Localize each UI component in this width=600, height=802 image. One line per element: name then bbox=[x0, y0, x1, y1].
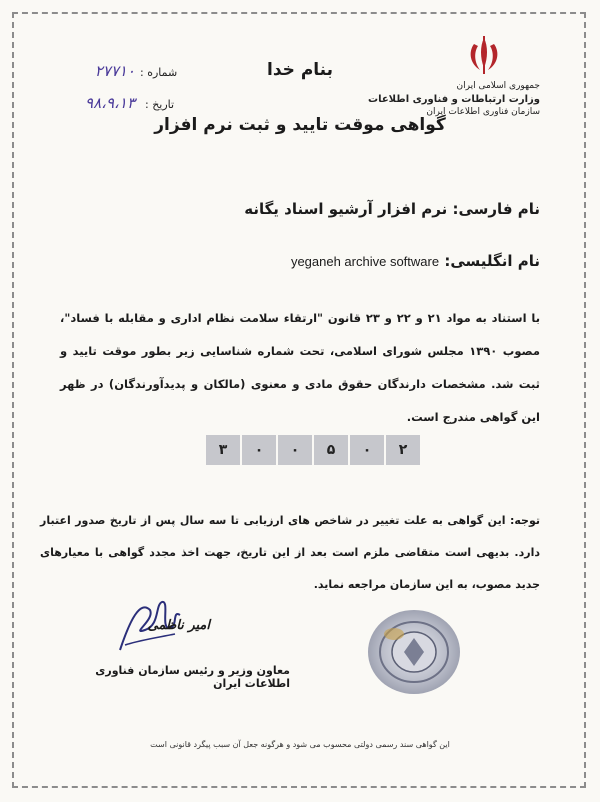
date-value: ۹۸،۹،۱۳ bbox=[85, 94, 135, 112]
iran-emblem-icon bbox=[462, 34, 506, 78]
id-digit: ۲ bbox=[386, 435, 420, 465]
id-digit: ۰ bbox=[350, 435, 384, 465]
id-digit: ۰ bbox=[278, 435, 312, 465]
org-line-agency: سازمان فناوری اطلاعات ایران bbox=[426, 107, 540, 117]
persian-name-label: نام فارسی: bbox=[452, 200, 540, 218]
certificate-title: گواهی موقت تایید و ثبت نرم افزار bbox=[154, 115, 446, 135]
id-digit: ۳ bbox=[206, 435, 240, 465]
signer-title: معاون وزیر و رئیس سازمان فناوری اطلاعات ایران bbox=[95, 664, 290, 690]
validity-note: توجه: این گواهی به علت تغییر در شاخص های ارزیابی تا سه سال پس از تاریخ صدور اعتبار دارد. بدیهی است متقاضی ملزم است بعد از این تاریخ، جهت اخذ مجدد گواهی با معیارهای جدید مصوب، به این سازمان مراجعه نماید. bbox=[40, 514, 540, 591]
bismillah-heading: بنام خدا bbox=[267, 60, 333, 80]
footer-notice: این گواهی سند رسمی دولتی محسوب می شود و هرگونه جعل آن سبب پیگرد قانونی است bbox=[150, 740, 450, 749]
number-value: ۲۷۷۱۰ bbox=[94, 62, 135, 80]
hologram-seal bbox=[364, 606, 464, 698]
org-line-country: جمهوری اسلامی ایران bbox=[456, 81, 540, 91]
persian-name-value: نرم افزار آرشیو اسناد یگانه bbox=[244, 200, 448, 218]
signer-name: امیر ناظمی bbox=[147, 618, 210, 633]
date-label: تاریخ : bbox=[145, 98, 175, 111]
english-name-label: نام انگلیسی: bbox=[444, 252, 540, 270]
persian-name-row bbox=[244, 200, 540, 218]
organization-block bbox=[360, 80, 540, 119]
number-label: شماره : bbox=[140, 66, 178, 79]
id-digit: ۵ bbox=[314, 435, 348, 465]
id-digit: ۰ bbox=[242, 435, 276, 465]
org-line-ministry: وزارت ارتباطات و فناوری اطلاعات bbox=[368, 94, 540, 105]
english-name-value: yeganeh archive software bbox=[290, 254, 440, 269]
body-paragraph: با استناد به مواد ۲۱ و ۲۲ و ۲۳ قانون "ارتقاء سلامت نظام اداری و مقابله با فساد"، مصوب ۱۳۹۰ مجلس شورای اسلامی، تحت شماره شناسایی زیر بطور موقت تایید و ثبت شد. مشخصات دارندگان حقوق مادی و معنوی (مالکان و پدیدآورندگان) در ظهر این گواهی مندرج است. bbox=[60, 311, 541, 424]
english-name-row bbox=[285, 252, 540, 270]
identification-number bbox=[206, 435, 420, 465]
